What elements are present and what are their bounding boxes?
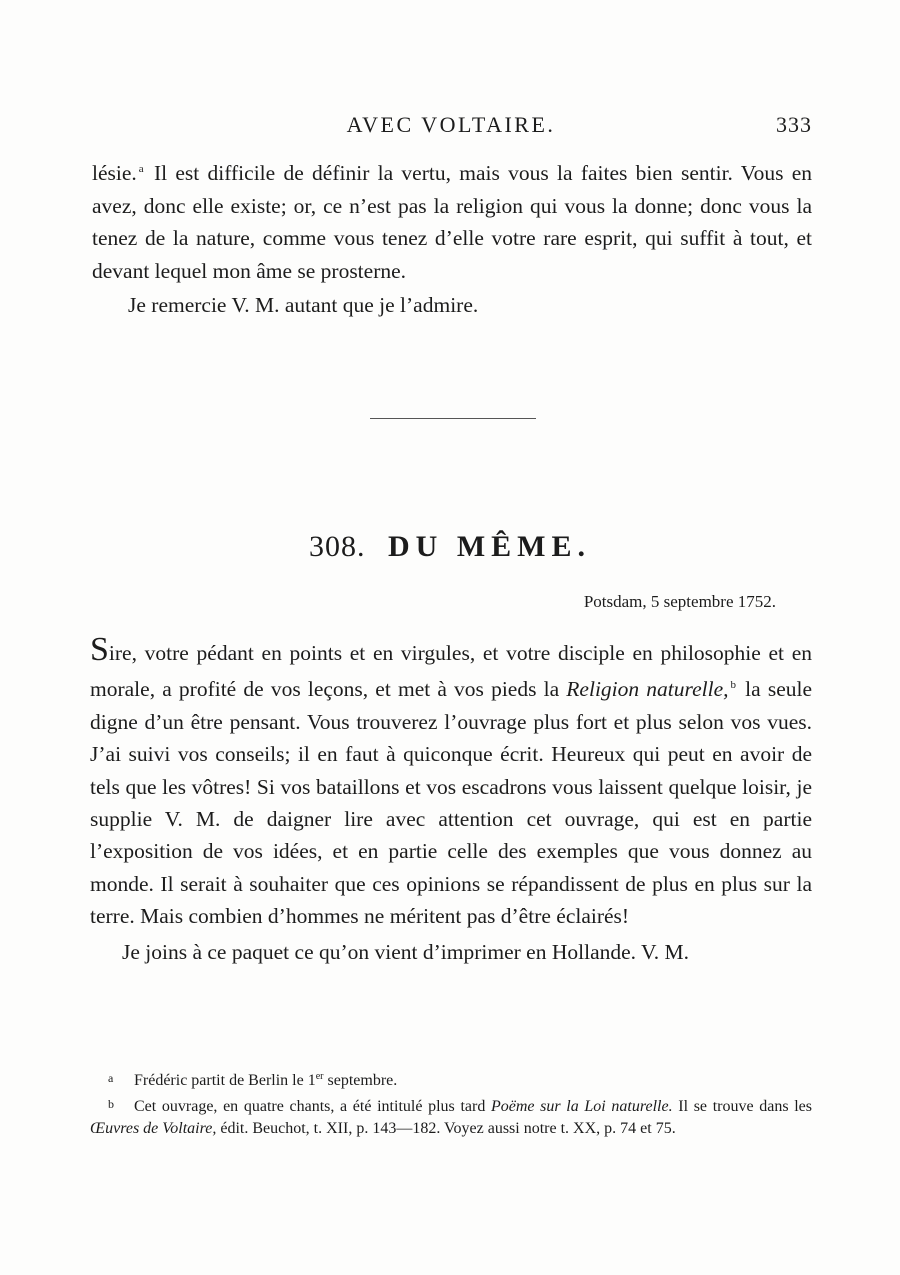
paragraph-text: Il est difficile de définir la vertu, mais vous la faites bien sentir. Vous en avez, donc elle existe; or, ce n’est pas la religion qui vous la donne; donc vous la tenez de la nature, comme vous tenez d’elle votre rare esprit, qui suffit à tout, et devant lequel mon âme se prosterne. — [92, 161, 813, 283]
letter-title: DU MÊME. — [388, 530, 591, 563]
footnote-mark: b — [108, 1096, 114, 1111]
letter-text: ire, votre pédant en points et en virgules, et votre disciple en philosophie et en morale, a profité de vos leçons, et met à vos pieds la — [90, 641, 812, 702]
letter-body — [90, 631, 813, 968]
running-head — [90, 112, 812, 142]
work-title: Religion naturelle, — [566, 677, 729, 702]
section-divider — [370, 418, 536, 419]
paragraph-start: lésie. — [92, 161, 137, 185]
page-number: 333 — [776, 112, 812, 137]
closing-paragraph: Je remercie V. M. autant que je l’admire. — [128, 293, 479, 317]
drop-cap: S — [90, 631, 109, 668]
letter-number: 308. — [309, 530, 366, 563]
footnotes — [90, 1066, 812, 1141]
continued-paragraph — [92, 153, 812, 287]
footnote-text: septembre. — [323, 1072, 398, 1089]
letter-text: la seule digne d’un être pensant. Vous trouverez l’ouvrage plus fort et plus selon vos vues. J’ai suivi vos conseils; il en faut à quiconque écrit. Heureux qui peut en avoir de tels que les vôtres! Si vos bataillons et vos escadrons vous laissent quelque loisir, je supplie V. M. de daigner lire avec attention cet ouvrage, qui est en partie l’exposition de vos idées, et en partie celle des exemples que vous donnez au monde. Il serait à souhaiter que ces opinions se répandissent de plus en plus sur la terre. Mais combien d’hommes ne méritent pas d’être éclairés! — [90, 677, 813, 929]
footnote-ref-b: b — [730, 679, 736, 692]
letter-heading — [0, 530, 900, 564]
footnote-text: édit. Beuchot, t. XII, p. 143—182. Voyez aussi notre t. XX, p. 74 et 75. — [216, 1120, 676, 1137]
footnote-text: Cet ouvrage, en quatre chants, a été intitulé plus tard — [134, 1097, 491, 1115]
footnote-ref-a: a — [138, 163, 144, 175]
letter-dateline: Potsdam, 5 septembre 1752. — [583, 592, 776, 611]
running-title: AVEC VOLTAIRE. — [346, 112, 556, 137]
letter-paragraph — [90, 631, 813, 933]
continued-letter-text — [92, 153, 812, 322]
footnote-b — [90, 1093, 812, 1141]
footnote-text: Il se trouve dans les — [672, 1097, 812, 1115]
footnote-mark: a — [108, 1071, 114, 1085]
footnote-a — [90, 1066, 812, 1093]
footnote-title: Poëme sur la Loi naturelle. — [490, 1097, 673, 1115]
footnote-text: Frédéric partit de Berlin le 1 — [134, 1072, 316, 1089]
letter-paragraph: Je joins à ce paquet ce qu’on vient d’imprimer en Hollande. V. M. — [122, 939, 690, 964]
footnote-title: Œuvres de Voltaire, — [90, 1120, 217, 1137]
ordinal-superscript: er — [315, 1071, 324, 1082]
